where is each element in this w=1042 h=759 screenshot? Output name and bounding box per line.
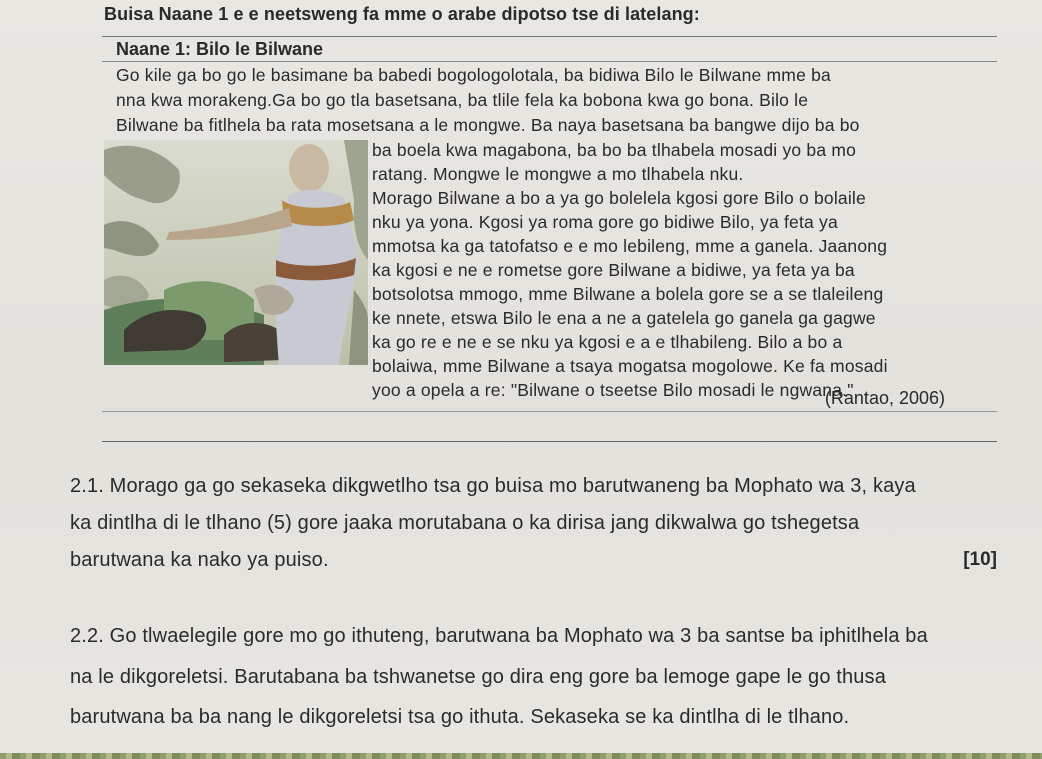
passage-title: Naane 1: Bilo le Bilwane	[116, 39, 324, 59]
passage-line: Morago Bilwane a bo a ya go bolelela kgosi gore Bilo o bolaile	[372, 188, 866, 208]
question-2-2-line: na le dikgoreletsi. Barutabana ba tshwanetse go dira eng gore ba lemoge gape le go thusa	[70, 666, 886, 688]
passage-line: ba boela kwa magabona, ba bo ba tlhabela mosadi yo ba mo	[372, 140, 857, 160]
story-illustration-icon	[104, 140, 368, 365]
passage-line: Bilwane ba fitlhela ba rata mosetsana a le mongwe. Ba naya basetsana ba bangwe dijo ba bo	[116, 115, 860, 135]
title-divider	[102, 61, 997, 62]
passage-line: nna kwa morakeng.Ga bo go tla basetsana, ba tlile fela ka bobona kwa go bona. Bilo le	[116, 90, 809, 110]
question-2-2-line: 2.2. Go tlwaelegile gore mo go ithuteng, barutwana ba Mophato wa 3 ba santse ba iphitlhela ba	[70, 625, 928, 647]
passage-line: ka go re e ne e se nku ya kgosi e a e tlhabileng. Bilo a bo a	[372, 332, 843, 352]
passage-line: nku ya yona. Kgosi ya roma gore go bidiwe Bilo, ya feta ya	[372, 212, 838, 232]
question-2-1-line: barutwana ka nako ya puiso.	[70, 549, 329, 571]
passage-line: mmotsa ka ga tatofatso e e mo lebileng, mme a ganela. Jaanong	[372, 236, 888, 256]
question-2-1-line: ka dintlha di le tlhano (5) gore jaaka morutabana o ka dirisa jang dikwalwa go tshegetsa	[70, 512, 860, 534]
passage-line: ka kgosi e ne e rometse gore Bilwane a bidiwe, ya feta ya ba	[372, 260, 855, 280]
instruction-text: Buisa Naane 1 e e neetsweng fa mme o arabe dipotso tse di latelang:	[104, 4, 700, 24]
passage-line: bolaiwa, mme Bilwane a tsaya mogatsa mogolowe. Ke fa mosadi	[372, 356, 888, 376]
passage-line: ke nnete, etswa Bilo le ena a ne a gatelela go ganela ga gagwe	[372, 308, 876, 328]
question-2-1-line: 2.1. Morago ga go sekaseka dikgwetlho tsa go buisa mo barutwaneng ba Mophato wa 3, kaya	[70, 475, 916, 497]
bottom-edge-strip	[0, 753, 1042, 759]
citation: (Rantao, 2006)	[824, 388, 945, 408]
passage-line: yoo a opela a re: "Bilwane o tseetse Bilo mosadi le ngwana."	[372, 380, 854, 400]
citation-divider	[102, 411, 997, 412]
passage-line: botsolotsa mmogo, mme Bilwane a bolela gore se a se tlaleileng	[372, 284, 884, 304]
question-2-2-line: barutwana ba ba nang le dikgoreletsi tsa go ithuta. Sekaseka se ka dintlha di le tlhano.	[70, 706, 850, 728]
marks-label: [10]	[963, 549, 997, 570]
passage-line: ratang. Mongwe le mongwe a mo tlhabela nku.	[372, 164, 744, 184]
passage-line: Go kile ga bo go le basimane ba babedi bogologolotala, ba bidiwa Bilo le Bilwane mme ba	[116, 65, 831, 85]
